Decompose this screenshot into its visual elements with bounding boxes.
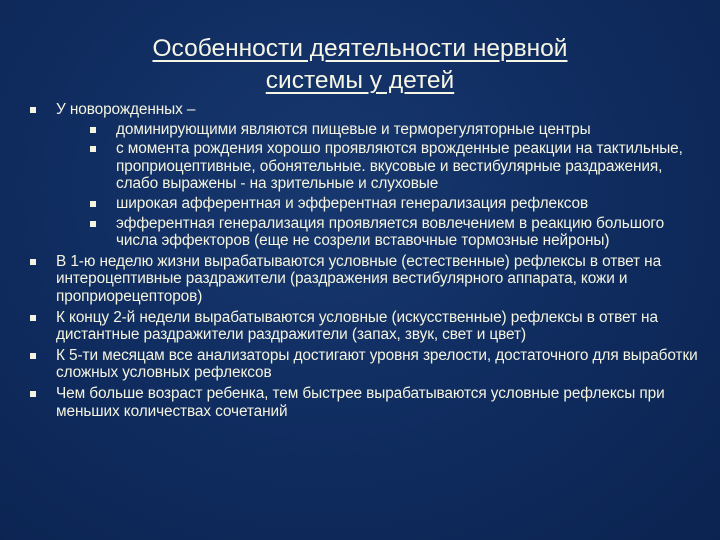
sub-list-item-text: широкая афферентная и эфферентная генерализация рефлексов bbox=[116, 194, 589, 212]
list-item-text: К концу 2-й недели вырабатываются условные (искусственные) рефлексы в ответ на дистантные раздражители раздражители (запах, звук, свет и цвет) bbox=[56, 308, 658, 344]
list-item bbox=[26, 385, 698, 420]
list-item bbox=[26, 253, 698, 306]
square-bullet-icon bbox=[90, 201, 96, 207]
sub-list-item-text: с момента рождения хорошо проявляются врожденные реакции на тактильные, проприоцептивные, обонятельные. вкусовые и вестибулярные раздражения, слабо выражены - на зрительные и слуховые bbox=[116, 140, 683, 193]
sub-list-item-text: доминирующими являются пищевые и терморегуляторные центры bbox=[116, 120, 591, 138]
slide-title-line-1: Особенности деятельности нервной bbox=[152, 35, 568, 62]
square-bullet-icon bbox=[90, 221, 96, 227]
square-bullet-icon bbox=[30, 259, 36, 265]
list-item-text: В 1-ю неделю жизни вырабатываются условные (естественные) рефлексы в ответ на интероцептивные раздражители (раздражения вестибулярного аппарата, кожи и проприорецепторов) bbox=[56, 252, 662, 305]
list-item bbox=[26, 101, 698, 250]
list-item bbox=[26, 309, 698, 344]
square-bullet-icon bbox=[30, 107, 36, 113]
square-bullet-icon bbox=[30, 391, 36, 397]
list-item-text: У новорожденных – bbox=[56, 101, 196, 118]
slide-title-line-2: системы у детей bbox=[265, 67, 455, 94]
sub-list bbox=[56, 121, 698, 250]
list-item-text: Чем больше возраст ребенка, тем быстрее вырабатываются условные рефлексы при меньших количествах сочетаний bbox=[56, 384, 665, 420]
square-bullet-icon bbox=[30, 353, 36, 359]
sub-list-item-text: эфферентная генерализация проявляется вовлечением в реакцию большого числа эффекторов (еще не созрели вставочные тормозные нейроны) bbox=[116, 214, 665, 250]
square-bullet-icon bbox=[90, 146, 96, 152]
list-item bbox=[26, 347, 698, 382]
sub-list-item bbox=[56, 215, 698, 250]
slide-title bbox=[80, 33, 640, 97]
sub-list-item bbox=[56, 140, 698, 193]
sub-list-item bbox=[56, 121, 698, 139]
bullet-list bbox=[26, 101, 698, 420]
square-bullet-icon bbox=[30, 315, 36, 321]
sub-list-item bbox=[56, 195, 698, 213]
list-item-text: К 5-ти месяцам все анализаторы достигают уровня зрелости, достаточного для выработки сложных условных рефлексов bbox=[56, 346, 698, 382]
square-bullet-icon bbox=[90, 127, 96, 133]
